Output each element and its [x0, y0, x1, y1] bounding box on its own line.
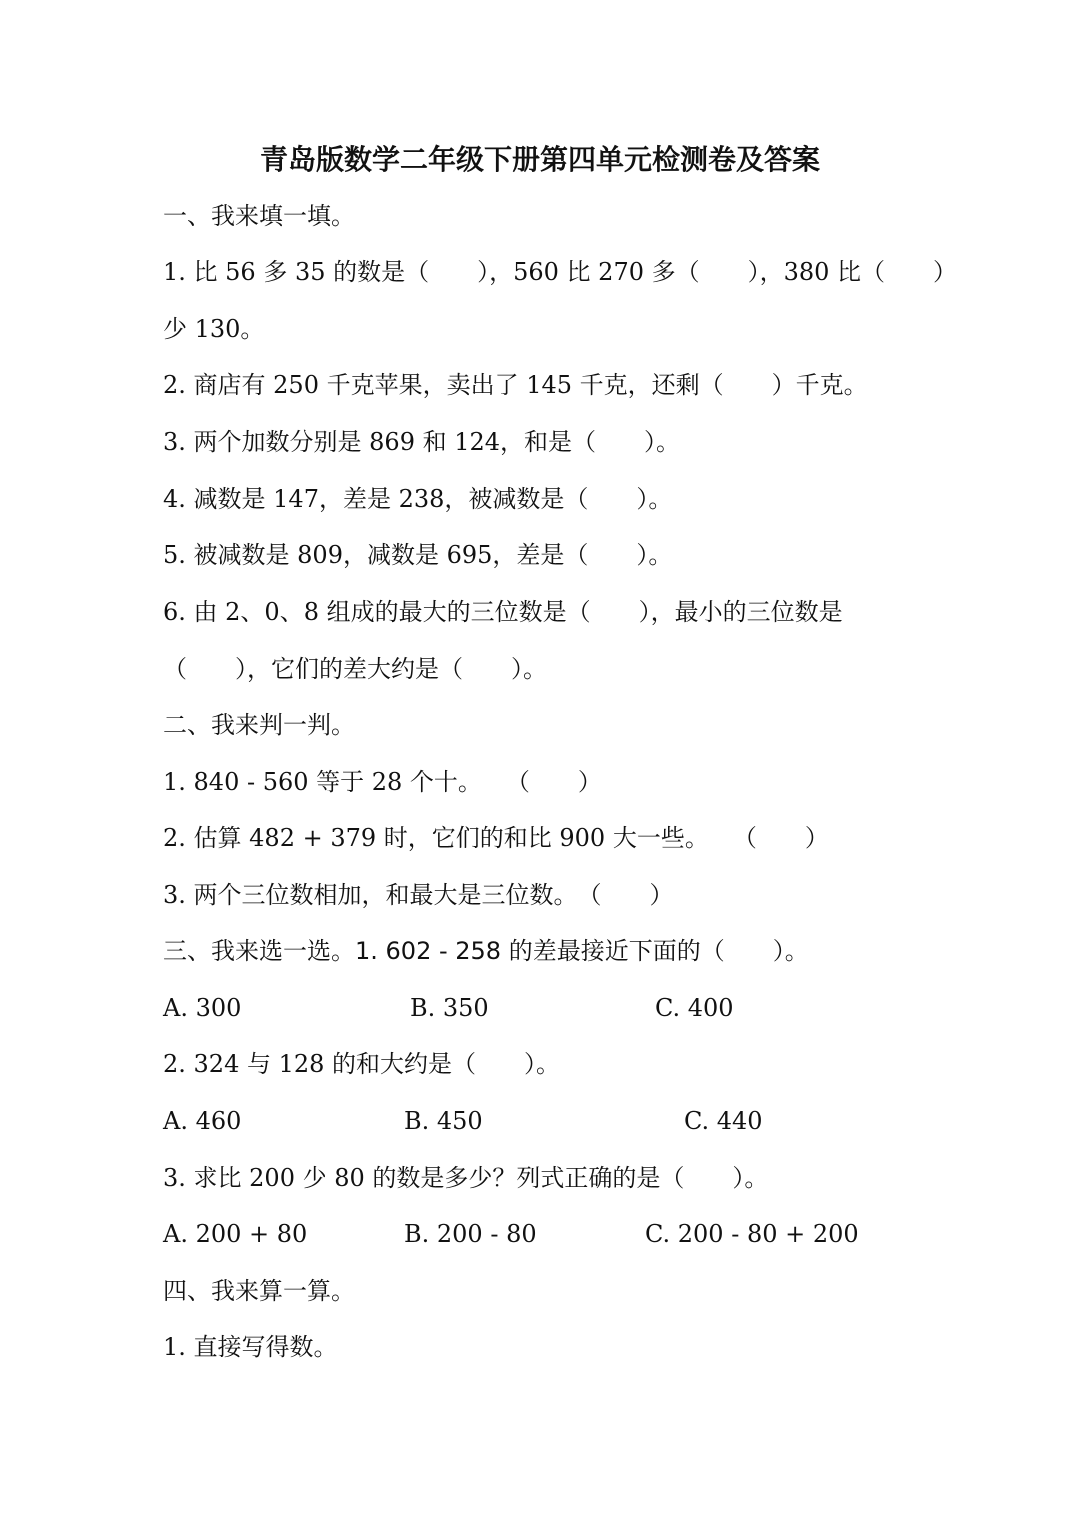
question-1-1-line-1: 1. 比 56 多 35 的数是（ ），560 比 270 多（ ），380 比（ ）	[163, 258, 958, 286]
question-1-1-line-2: 少 130。	[163, 315, 265, 343]
section-heading-calculate: 四、我来算一算。	[163, 1277, 355, 1305]
question-2-1: 1. 840 - 560 等于 28 个十。 （ ）	[163, 768, 602, 796]
question-2-2: 2. 估算 482 + 379 时，它们的和比 900 大一些。 （ ）	[163, 824, 829, 852]
question-1-4: 4. 减数是 147，差是 238，被减数是（ ）。	[163, 485, 673, 513]
question-1-6-line-1: 6. 由 2、0、8 组成的最大的三位数是（ ），最小的三位数是	[163, 598, 843, 626]
section-heading-choose: 三、我来选一选。1. 602 - 258 的差最接近下面的（ ）。	[163, 937, 809, 965]
option-3-3-c: C. 200 - 80 + 200	[645, 1220, 859, 1248]
option-3-1-b: B. 350	[410, 994, 489, 1022]
option-3-2-c: C. 440	[684, 1107, 763, 1135]
option-3-1-a: A. 300	[163, 994, 242, 1022]
question-1-5: 5. 被减数是 809，减数是 695，差是（ ）。	[163, 541, 673, 569]
section-heading-fill-in: 一、我来填一填。	[163, 202, 355, 230]
question-1-2: 2. 商店有 250 千克苹果，卖出了 145 千克，还剩（ ）千克。	[163, 371, 868, 399]
question-3-3: 3. 求比 200 少 80 的数是多少？列式正确的是（ ）。	[163, 1164, 769, 1192]
question-3-2: 2. 324 与 128 的和大约是（ ）。	[163, 1050, 561, 1078]
question-4-1: 1. 直接写得数。	[163, 1333, 338, 1361]
option-3-2-a: A. 460	[163, 1107, 242, 1135]
section-heading-judge: 二、我来判一判。	[163, 711, 355, 739]
question-1-3: 3. 两个加数分别是 869 和 124，和是（ ）。	[163, 428, 681, 456]
question-1-6-line-2: （ ），它们的差大约是（ ）。	[163, 655, 547, 683]
question-2-3: 3. 两个三位数相加，和最大是三位数。 （ ）	[163, 881, 674, 909]
page-title: 青岛版数学二年级下册第四单元检测卷及答案	[259, 143, 820, 176]
option-3-1-c: C. 400	[655, 994, 734, 1022]
option-3-3-b: B. 200 - 80	[404, 1220, 537, 1248]
option-3-2-b: B. 450	[404, 1107, 483, 1135]
option-3-3-a: A. 200 + 80	[163, 1220, 308, 1248]
